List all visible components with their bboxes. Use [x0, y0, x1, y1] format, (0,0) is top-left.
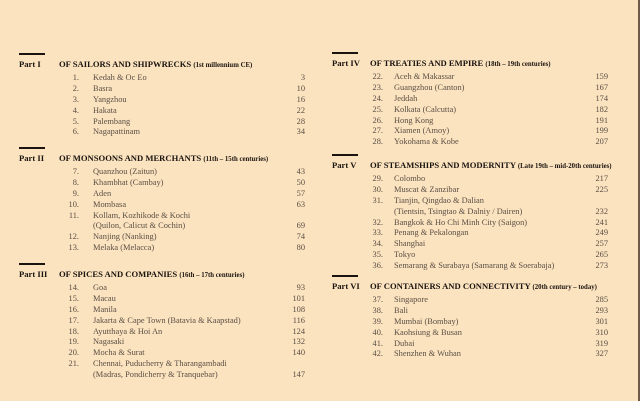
chapter-title-line: Mombasa — [93, 199, 127, 209]
chapter-title-line: Penang & Pekalongan — [394, 228, 469, 238]
chapter-number: 19. — [68, 337, 79, 347]
page-number: 93 — [296, 282, 305, 292]
page-number: 232 — [595, 206, 608, 216]
page-number: 241 — [595, 217, 608, 227]
chapter-title-line: Aceh & Makassar — [394, 72, 455, 81]
chapter-number: 1. — [72, 73, 79, 82]
chapter-title-line: Palembang — [93, 116, 131, 126]
page-number: 147 — [292, 370, 305, 380]
part-label: Part I — [19, 59, 41, 69]
page-number: 174 — [595, 93, 608, 103]
chapter-title — [93, 117, 130, 128]
page-number: 293 — [595, 305, 608, 315]
chapter-title-line: Macau — [93, 293, 116, 303]
part-title-text: OF SPICES AND COMPANIES — [59, 269, 178, 279]
chapter-title-line: Ayutthaya & Hoi An — [93, 326, 163, 336]
page-number: 74 — [296, 232, 305, 242]
page-number: 159 — [595, 71, 608, 81]
page-number: 327 — [595, 349, 608, 359]
chapter-number: 41. — [372, 338, 383, 348]
chapter-number: 42. — [372, 349, 383, 359]
chapter-number: 18. — [68, 326, 79, 336]
chapter-number: 25. — [372, 104, 383, 114]
chapter-title — [394, 228, 468, 239]
part-label: Part V — [332, 160, 357, 170]
chapter-number: 11. — [68, 210, 79, 220]
part-period: (Late 19th – mid-20th centuries) — [517, 163, 612, 170]
page-number: 108 — [292, 304, 305, 314]
chapter-title-line: Nanjing (Nanking) — [93, 232, 157, 242]
chapter-number: 5. — [72, 116, 79, 126]
part-title — [370, 57, 551, 71]
chapter-title — [93, 305, 117, 316]
page-number: 22 — [296, 105, 305, 115]
chapter-number: 38. — [372, 305, 383, 315]
chapter-number: 34. — [372, 239, 383, 249]
page-number: 116 — [292, 315, 305, 325]
chapter-number: 12. — [68, 232, 79, 242]
chapter-number: 32. — [372, 217, 383, 227]
chapter-title-line: (Quilon, Calicut & Cochin) — [93, 221, 186, 231]
chapter-number: 36. — [372, 261, 383, 271]
chapter-number: 28. — [372, 137, 383, 147]
page-number: 101 — [292, 293, 305, 303]
part-title — [59, 152, 268, 166]
chapter-title-line: Tianjin, Qingdao & Dalian — [394, 195, 484, 205]
part-title — [370, 159, 612, 173]
part-period: (20th century – today) — [532, 284, 597, 291]
chapter-title — [93, 337, 124, 348]
chapter-number: 4. — [72, 105, 79, 115]
chapter-title-line: Kolkata (Calcutta) — [394, 104, 457, 114]
chapter-title — [394, 261, 554, 272]
chapter-title — [93, 95, 127, 106]
part-title-text: OF TREATIES AND EMPIRE — [370, 58, 484, 68]
chapter-number: 24. — [372, 93, 383, 103]
chapter-title — [93, 359, 227, 381]
chapter-title — [93, 316, 241, 327]
chapter-title — [93, 200, 126, 211]
page-number: 3 — [300, 72, 305, 82]
chapter-number: 20. — [68, 348, 79, 358]
part-period: (16th – 17th centuries) — [179, 272, 245, 279]
chapter-title — [394, 317, 458, 328]
part-title — [59, 58, 252, 72]
part-title — [59, 268, 244, 282]
page-number: 57 — [296, 188, 305, 198]
chapter-title — [93, 178, 163, 189]
chapter-title — [93, 84, 112, 95]
chapter-title-line: Kedah & Oc Eo — [93, 73, 147, 82]
chapter-title — [394, 126, 449, 137]
chapter-title-line: Aden — [93, 188, 112, 198]
page-number: 310 — [595, 327, 608, 337]
part-period: (18th – 19th centuries) — [485, 61, 551, 68]
page-number: 182 — [595, 104, 608, 114]
chapter-title — [394, 72, 454, 83]
page-number: 217 — [595, 173, 608, 183]
page-number: 207 — [595, 137, 608, 147]
chapter-title — [394, 239, 425, 250]
chapter-number: 31. — [372, 195, 383, 205]
chapter-title-line: Tokyo — [394, 250, 416, 260]
chapter-title-line: Hong Kong — [394, 115, 434, 125]
chapter-title-line: Kaohsiung & Busan — [394, 327, 462, 337]
chapter-title-line: Dubai — [394, 338, 415, 348]
page-number: 124 — [292, 326, 305, 336]
chapter-title-line: Jakarta & Cape Town (Batavia & Kaapstad) — [93, 315, 241, 325]
chapter-title — [394, 174, 425, 185]
page-number: 285 — [595, 294, 608, 304]
part-title-text: OF MONSOONS AND MERCHANTS — [59, 153, 202, 163]
chapter-title — [93, 294, 116, 305]
section-rule — [332, 275, 358, 277]
chapter-title — [93, 348, 145, 359]
part-title — [370, 280, 597, 294]
chapter-number: 2. — [72, 83, 79, 93]
chapter-title-line: Xiamen (Amoy) — [394, 126, 450, 136]
chapter-title — [394, 83, 464, 94]
chapter-title-line: Quanzhou (Zaitun) — [93, 167, 157, 176]
chapter-title — [394, 295, 428, 306]
chapter-title — [93, 327, 162, 338]
chapter-number: 33. — [372, 228, 383, 238]
page-number: 167 — [595, 82, 608, 92]
chapter-title-line: Nagasaki — [93, 337, 125, 347]
chapter-number: 16. — [68, 304, 79, 314]
chapter-number: 21. — [68, 359, 79, 369]
chapter-title — [394, 116, 433, 127]
chapter-title — [394, 306, 408, 317]
chapter-title — [93, 211, 190, 233]
chapter-title — [394, 185, 459, 196]
chapter-title — [394, 137, 459, 148]
page-number: 191 — [595, 115, 608, 125]
chapter-title-line: Yangzhou — [93, 94, 127, 104]
chapter-title — [394, 328, 462, 339]
page-number: 63 — [296, 199, 305, 209]
chapter-number: 37. — [372, 295, 383, 304]
chapter-title-line: (Madras, Pondicherry & Tranquebar) — [93, 370, 218, 380]
chapter-number: 13. — [68, 243, 79, 253]
chapter-title-line: Muscat & Zanzibar — [394, 184, 460, 194]
part-period: (11th – 15th centuries) — [203, 156, 269, 163]
chapter-number: 26. — [372, 115, 383, 125]
section-rule — [332, 52, 358, 54]
page-number: 34 — [296, 127, 305, 137]
chapter-number: 17. — [68, 315, 79, 325]
section-rule — [19, 147, 45, 149]
chapter-title-line: Hakata — [93, 105, 117, 115]
chapter-title — [394, 196, 522, 218]
chapter-number: 39. — [372, 316, 383, 326]
page-number: 132 — [292, 337, 305, 347]
chapter-number: 29. — [372, 174, 383, 183]
chapter-number: 15. — [68, 293, 79, 303]
chapter-number: 6. — [72, 127, 79, 137]
chapter-number: 9. — [72, 188, 79, 198]
page-number: 249 — [595, 228, 608, 238]
section-rule — [19, 263, 45, 265]
chapter-title-line: Semarang & Surabaya (Samarang & Soerabaja) — [394, 261, 555, 271]
chapter-title — [93, 167, 157, 178]
chapter-title-line: Bangkok & Ho Chi Minh City (Saigon) — [394, 217, 528, 227]
chapter-title-line: Singapore — [394, 295, 428, 304]
chapter-title-line: Manila — [93, 304, 117, 314]
chapter-title-line: Shenzhen & Wuhan — [394, 349, 461, 359]
chapter-title-line: Melaka (Melacca) — [93, 243, 155, 253]
chapter-number: 22. — [372, 72, 383, 81]
chapter-title — [394, 105, 456, 116]
page-number: 140 — [292, 348, 305, 358]
chapter-title — [93, 106, 117, 117]
page-number: 225 — [595, 184, 608, 194]
chapter-title — [93, 232, 157, 243]
part-period: (1st millennium CE) — [193, 62, 253, 69]
part-label: Part II — [19, 153, 45, 163]
page-number: 43 — [296, 166, 305, 176]
chapter-title-line: (Tientsin, Tsingtao & Dalniy / Dairen) — [394, 206, 523, 216]
page-number: 319 — [595, 338, 608, 348]
page-number: 16 — [296, 94, 305, 104]
page-number: 10 — [296, 83, 305, 93]
chapter-title — [93, 73, 147, 84]
page-number: 265 — [595, 250, 608, 260]
chapter-number: 7. — [72, 167, 79, 176]
chapter-title — [394, 250, 415, 261]
chapter-number: 3. — [72, 94, 79, 104]
chapter-title-line: Kollam, Kozhikode & Kochi — [93, 210, 191, 220]
chapter-title — [93, 127, 140, 138]
chapter-title-line: Chennai, Puducherry & Tharangambadi — [93, 359, 227, 369]
chapter-title-line: Bali — [394, 305, 408, 315]
chapter-number: 10. — [68, 199, 79, 209]
page-number: 28 — [296, 116, 305, 126]
chapter-title-line: Mocha & Surat — [93, 348, 145, 358]
section-rule — [19, 53, 45, 55]
part-title-text: OF CONTAINERS AND CONNECTIVITY — [370, 281, 531, 291]
chapter-title — [394, 339, 414, 350]
chapter-title-line: Guangzhou (Canton) — [394, 82, 465, 92]
part-label: Part III — [19, 269, 48, 279]
part-label: Part IV — [332, 58, 360, 68]
chapter-number: 30. — [372, 184, 383, 194]
chapter-title — [394, 349, 461, 360]
chapter-title-line: Yokohama & Kobe — [394, 137, 459, 147]
chapter-title — [93, 189, 111, 200]
page-number: 69 — [296, 221, 305, 231]
chapter-title — [394, 218, 527, 229]
part-title-text: OF STEAMSHIPS AND MODERNITY — [370, 160, 516, 170]
chapter-title-line: Basra — [93, 83, 113, 93]
part-title-text: OF SAILORS AND SHIPWRECKS — [59, 59, 192, 69]
chapter-title — [93, 243, 154, 254]
chapter-title-line: Khambhat (Cambay) — [93, 177, 164, 187]
chapter-title-line: Shanghai — [394, 239, 426, 249]
chapter-title-line: Mumbai (Bombay) — [394, 316, 459, 326]
page-number: 301 — [595, 316, 608, 326]
page-number: 273 — [595, 261, 608, 271]
page-number: 257 — [595, 239, 608, 249]
chapter-title — [93, 283, 107, 294]
chapter-title-line: Jeddah — [394, 93, 418, 103]
chapter-number: 27. — [372, 126, 383, 136]
chapter-number: 40. — [372, 327, 383, 337]
chapter-title-line: Colombo — [394, 174, 426, 183]
chapter-title-line: Nagapattinam — [93, 127, 140, 137]
chapter-number: 8. — [72, 177, 79, 187]
page-number: 80 — [296, 243, 305, 253]
chapter-number: 14. — [68, 283, 79, 292]
chapter-title — [394, 94, 417, 105]
chapter-number: 23. — [372, 82, 383, 92]
page-number: 199 — [595, 126, 608, 136]
page-number: 50 — [296, 177, 305, 187]
section-rule — [332, 154, 358, 156]
part-label: Part VI — [332, 281, 360, 291]
chapter-number: 35. — [372, 250, 383, 260]
chapter-title-line: Goa — [93, 283, 107, 292]
